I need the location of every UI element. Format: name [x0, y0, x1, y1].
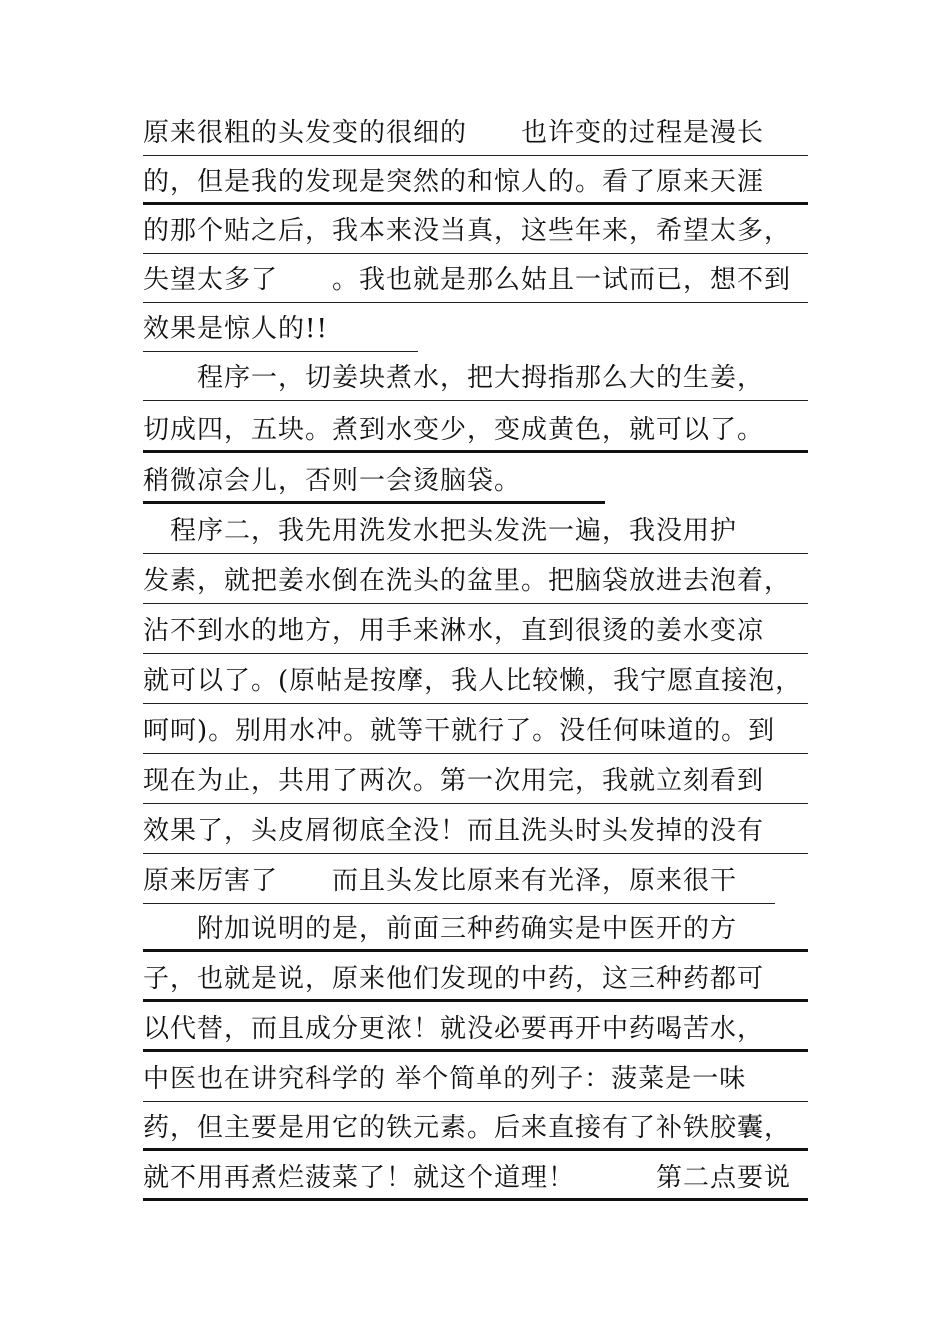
text-line-7-content: 切成四，五块。煮到水变少，变成黄色，就可以了。 — [143, 415, 765, 445]
text-line-1 — [143, 107, 808, 156]
text-line-6-content: 程序一，切姜块煮水，把大拇指那么大的生姜， — [143, 363, 765, 393]
text-line-3-content: 的那个贴之后，我本来没当真，这些年来，希望太多， — [143, 216, 792, 246]
text-line-14-content: 现在为止，共用了两次。第一次用完，我就立刻看到 — [143, 766, 765, 796]
text-line-22-content: 就不用再煮烂菠菜了！就这个道理！ 第二点要说 — [143, 1163, 792, 1193]
text-line-2 — [143, 156, 808, 205]
text-line-11-content: 沾不到水的地方，用手来淋水，直到很烫的姜水变凉 — [143, 616, 765, 646]
text-line-10 — [143, 555, 808, 604]
text-line-8-content: 稍微凉会儿，否则一会烫脑袋。 — [143, 466, 522, 496]
text-line-11 — [143, 605, 808, 654]
text-line-2-content: 的，但是我的发现是突然的和惊人的。看了原来天涯 — [143, 167, 765, 197]
text-line-9 — [143, 505, 808, 554]
text-line-17 — [143, 903, 808, 952]
text-line-13 — [143, 705, 808, 754]
text-line-19-content: 以代替，而且成分更浓！就没必要再开中药喝苦水， — [143, 1014, 765, 1044]
text-line-18-content: 子，也就是说，原来他们发现的中药，这三种药都可 — [143, 964, 765, 994]
text-line-9-content: 程序二，我先用洗发水把头发洗一遍，我没用护 — [143, 516, 738, 546]
text-line-16 — [143, 855, 775, 904]
text-line-14 — [143, 755, 808, 804]
text-line-20-content: 中医也在讲究科学的 举个简单的列子：菠菜是一味 — [143, 1064, 747, 1094]
text-line-19 — [143, 1003, 808, 1052]
text-line-15-content: 效果了，头皮屑彻底全没！而且洗头时头发掉的没有 — [143, 816, 765, 846]
text-line-12 — [143, 655, 808, 704]
text-line-5-content: 效果是惊人的!! — [143, 314, 328, 344]
text-line-16-content: 原来厉害了 而且头发比原来有光泽，原来很干 — [143, 866, 738, 896]
text-line-7 — [143, 404, 808, 453]
text-line-4-content: 失望太多了 。我也就是那么姑且一试而已，想不到 — [143, 265, 792, 295]
text-line-12-content: 就可以了。(原帖是按摩，我人比较懒，我宁愿直接泡， — [143, 666, 803, 696]
text-line-22 — [143, 1152, 808, 1201]
text-line-17-content: 附加说明的是，前面三种药确实是中医开的方 — [143, 914, 738, 944]
text-line-8 — [143, 455, 605, 504]
text-line-6 — [143, 352, 808, 401]
text-line-20 — [143, 1053, 808, 1102]
text-line-21 — [143, 1102, 808, 1151]
text-line-10-content: 发素，就把姜水倒在洗头的盆里。把脑袋放进去泡着， — [143, 566, 792, 596]
text-line-5 — [143, 303, 418, 352]
text-line-3 — [143, 205, 808, 254]
text-line-21-content: 药，但主要是用它的铁元素。后来直接有了补铁胶囊， — [143, 1113, 792, 1143]
text-line-15 — [143, 805, 808, 854]
text-line-1-content: 原来很粗的头发变的很细的 也许变的过程是漫长 — [143, 118, 765, 148]
text-line-18 — [143, 953, 808, 1002]
text-line-13-content: 呵呵)。别用水冲。就等干就行了。没任何味道的。到 — [143, 716, 776, 746]
text-line-4 — [143, 254, 808, 303]
